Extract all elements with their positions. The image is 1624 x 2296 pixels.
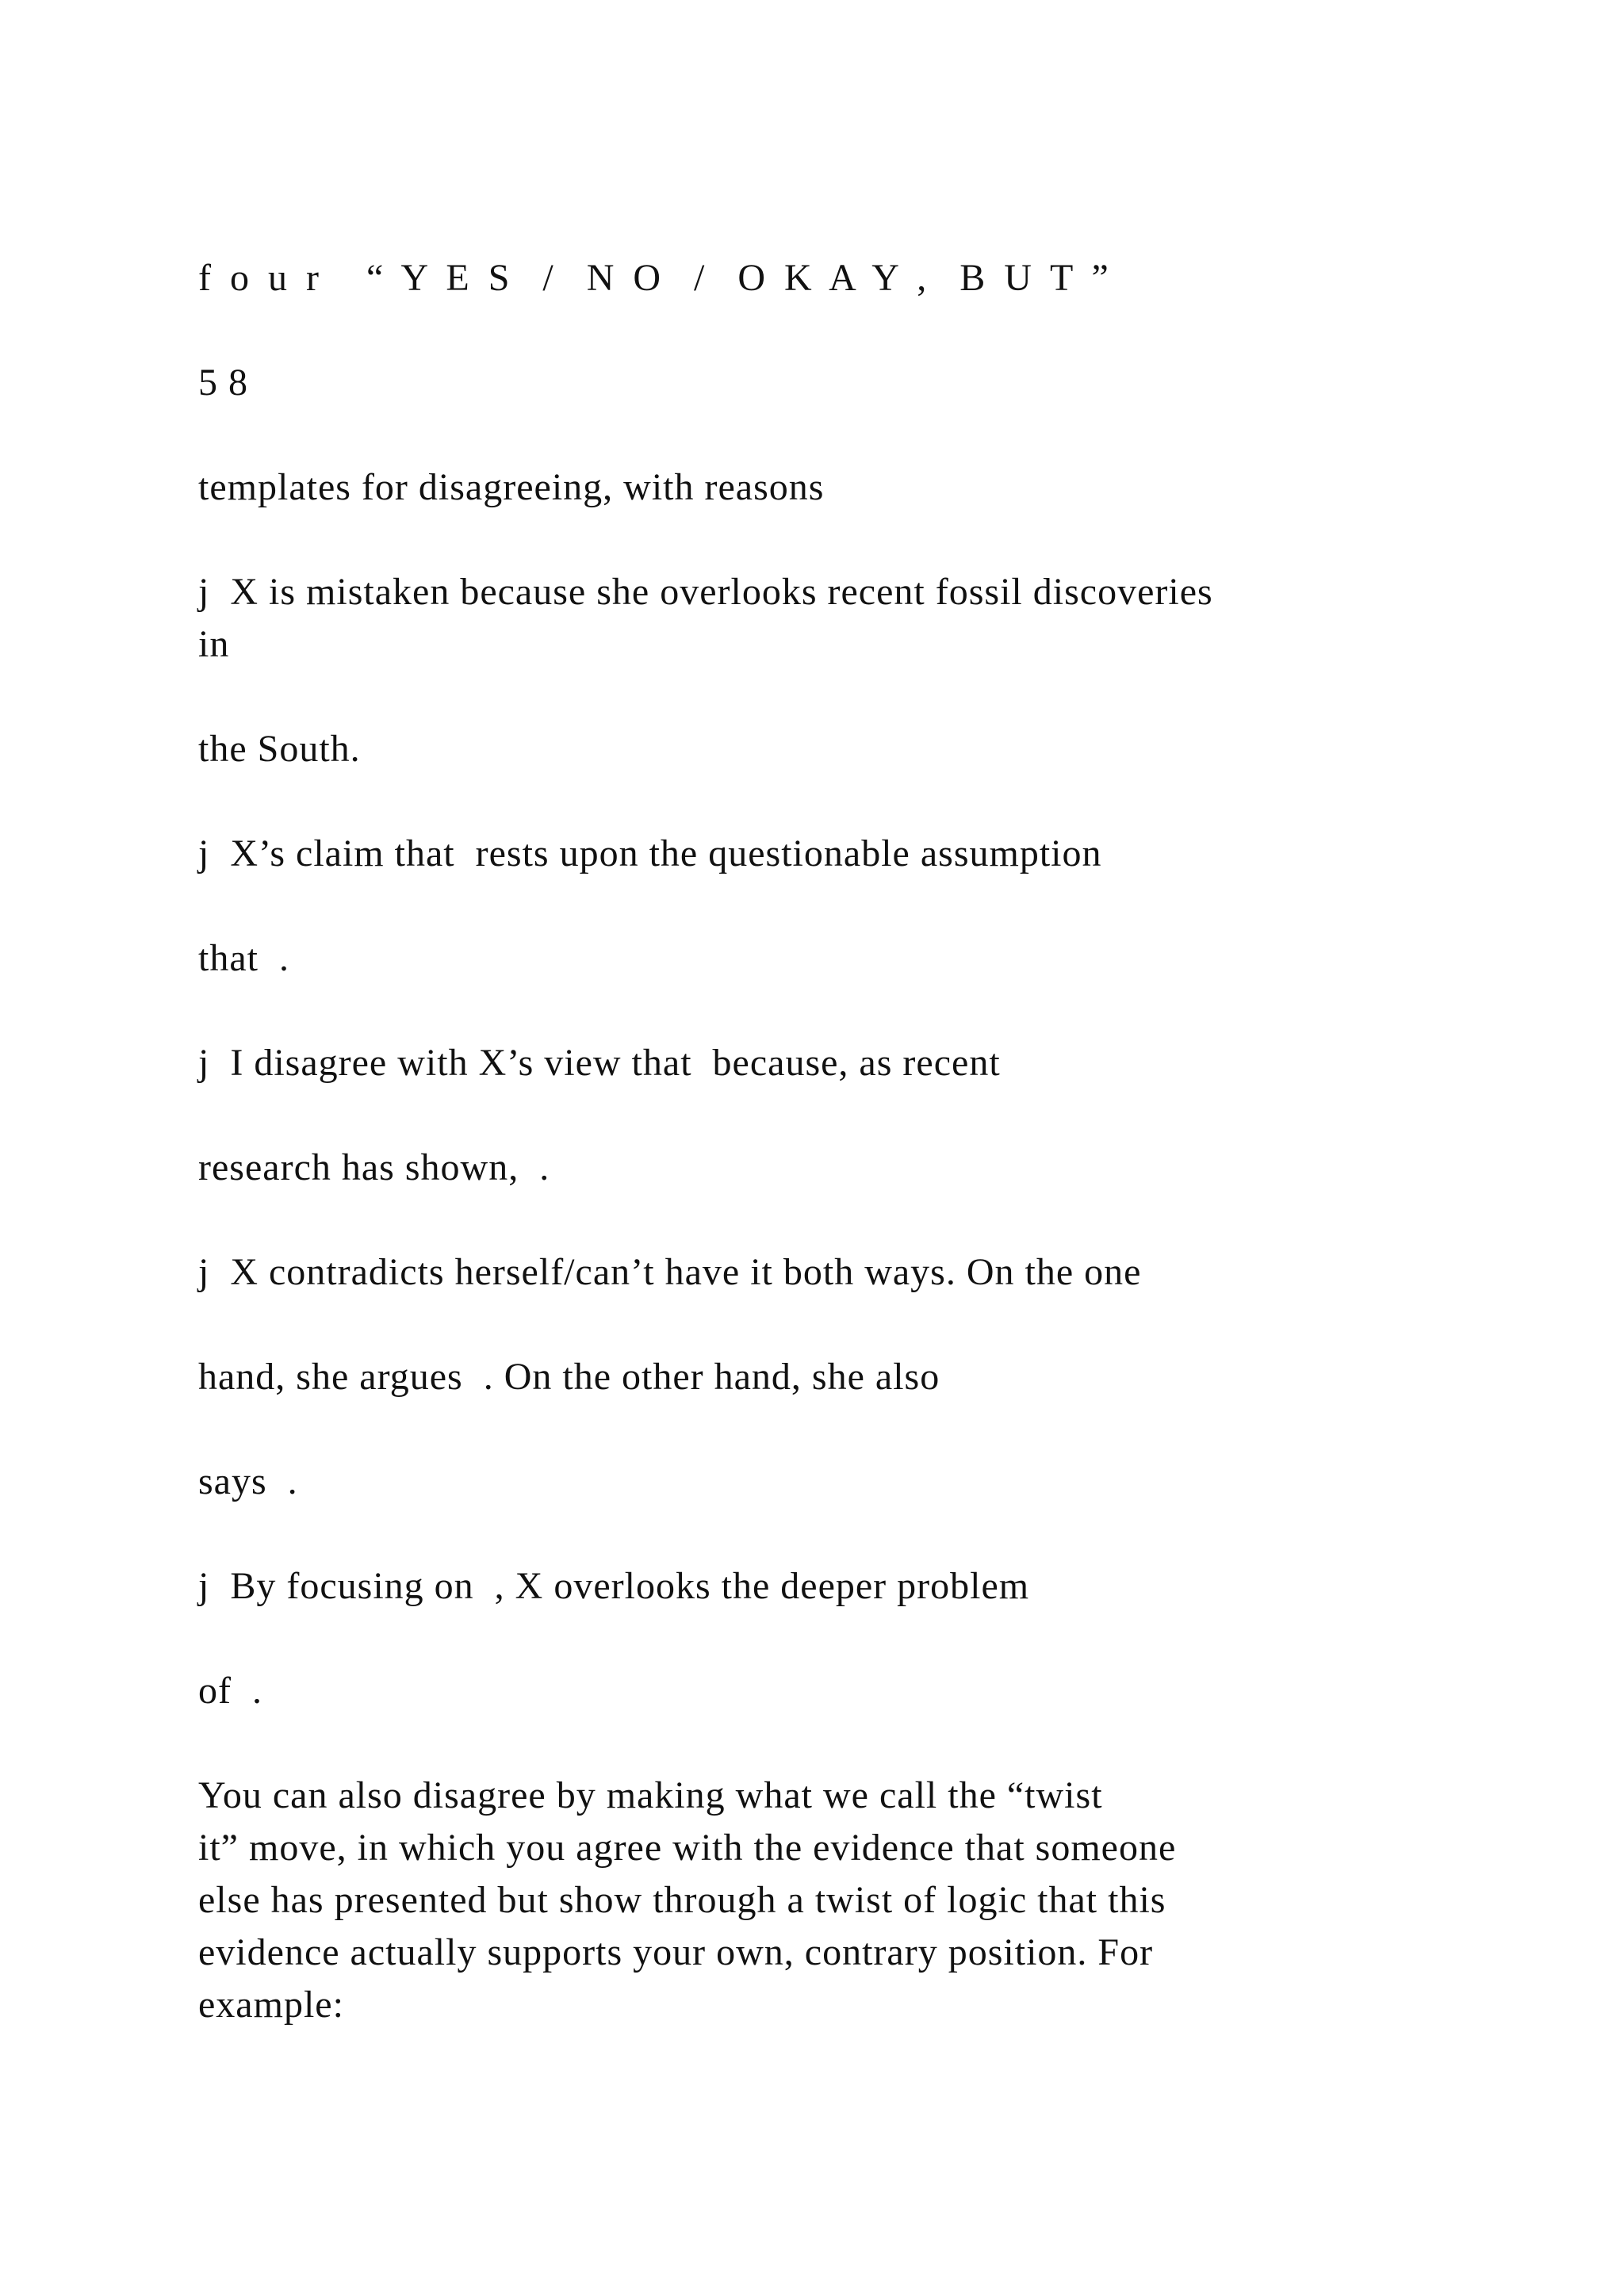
template-1-line-2: in <box>198 623 230 665</box>
template-3-line-2: research has shown, . <box>198 1146 550 1188</box>
template-5-line-2: of . <box>198 1670 262 1712</box>
template-5-line-1: j By focusing on , X overlooks the deeper problem <box>198 1565 1030 1607</box>
template-4-line-2: hand, she argues . On the other hand, she also <box>198 1356 940 1398</box>
template-4-line-3: says . <box>198 1460 298 1502</box>
template-1-line-1: j X is mistaken because she overlooks recent fossil discoveries <box>198 571 1213 613</box>
page-number: 5 8 <box>198 362 248 404</box>
template-2-line-2: that . <box>198 937 289 979</box>
section-heading: templates for disagreeing, with reasons <box>198 466 825 508</box>
template-4-line-1: j X contradicts herself/can’t have it both ways. On the one <box>198 1251 1142 1293</box>
template-2-line-1: j X’s claim that rests upon the questionable assumption <box>198 832 1102 874</box>
chapter-title: f o u r “ Y E S / N O / O K A Y , B U T ” <box>198 257 1113 299</box>
body-paragraph: You can also disagree by making what we call the “twist it” move, in which you agree with the evidence that someone else has presented but show through a twist of logic that this evidence actually supports your own, contrary position. For example: <box>198 1774 1177 2026</box>
template-3-line-1: j I disagree with X’s view that because, as recent <box>198 1042 1001 1084</box>
template-1-line-3: the South. <box>198 728 361 770</box>
